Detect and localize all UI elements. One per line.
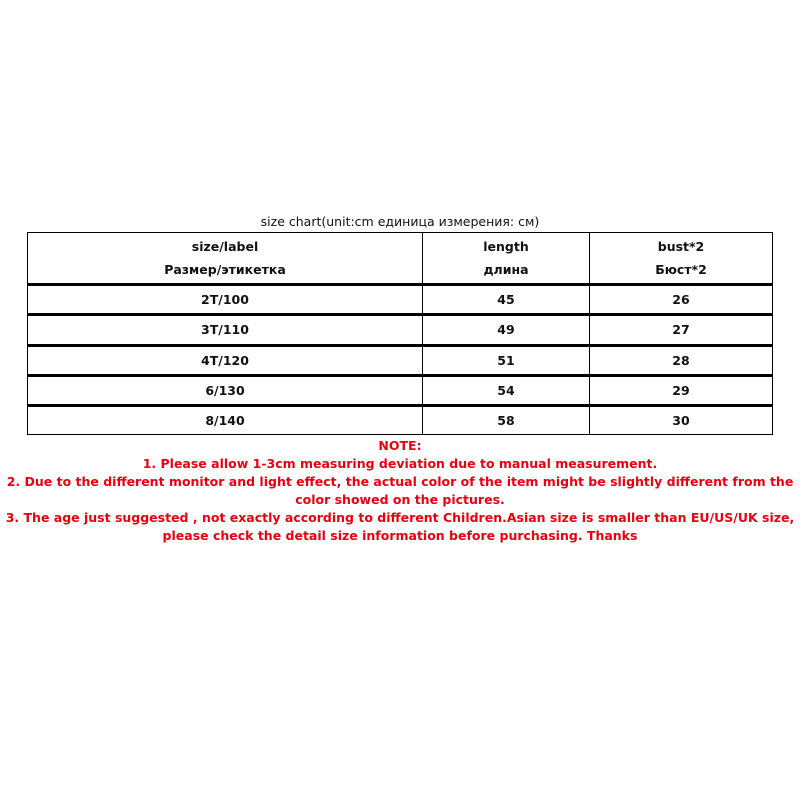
- table-row: [28, 345, 773, 375]
- cell-length: 49: [423, 315, 590, 345]
- cell-bust: 27: [590, 315, 773, 345]
- header-bust: [590, 233, 773, 285]
- cell-size: 3T/110: [28, 315, 423, 345]
- cell-bust: 30: [590, 405, 773, 434]
- header-bust-ru: Бюст*2: [655, 262, 707, 278]
- header-length-en: length: [483, 239, 529, 255]
- table-row: [28, 315, 773, 345]
- notes-title: NOTE:: [378, 438, 422, 453]
- cell-length: 45: [423, 285, 590, 315]
- cell-length: 54: [423, 375, 590, 405]
- header-bust-en: bust*2: [657, 239, 705, 255]
- table-header-row: [28, 233, 773, 285]
- header-size-label: [28, 233, 423, 285]
- note-item-1: 1. Please allow 1-3cm measuring deviation due to manual measurement.: [142, 456, 658, 471]
- header-size-label-en: size/label: [191, 239, 259, 255]
- note-item-2: 2. Due to the different monitor and light effect, the actual color of the item might be slightly different from the color showed on the pictures.: [6, 474, 794, 507]
- cell-length: 51: [423, 345, 590, 375]
- cell-size: 2T/100: [28, 285, 423, 315]
- header-size-label-ru: Размер/этикетка: [164, 262, 286, 278]
- header-length-ru: длина: [483, 262, 529, 278]
- cell-size: 8/140: [28, 405, 423, 434]
- size-chart-caption: size chart(unit:cm единица измерения: см): [260, 214, 540, 229]
- table-row: [28, 405, 773, 434]
- note-item-3: 3. The age just suggested , not exactly according to different Children.Asian size is smaller than EU/US/UK size, please check the detail size information before purchasing. Thanks: [5, 510, 795, 543]
- cell-bust: 28: [590, 345, 773, 375]
- table-row: [28, 375, 773, 405]
- cell-bust: 29: [590, 375, 773, 405]
- cell-size: 6/130: [28, 375, 423, 405]
- header-length: [423, 233, 590, 285]
- cell-bust: 26: [590, 285, 773, 315]
- notes-section: [0, 437, 800, 545]
- size-chart-table: [27, 232, 773, 435]
- table-row: [28, 285, 773, 315]
- cell-length: 58: [423, 405, 590, 434]
- cell-size: 4T/120: [28, 345, 423, 375]
